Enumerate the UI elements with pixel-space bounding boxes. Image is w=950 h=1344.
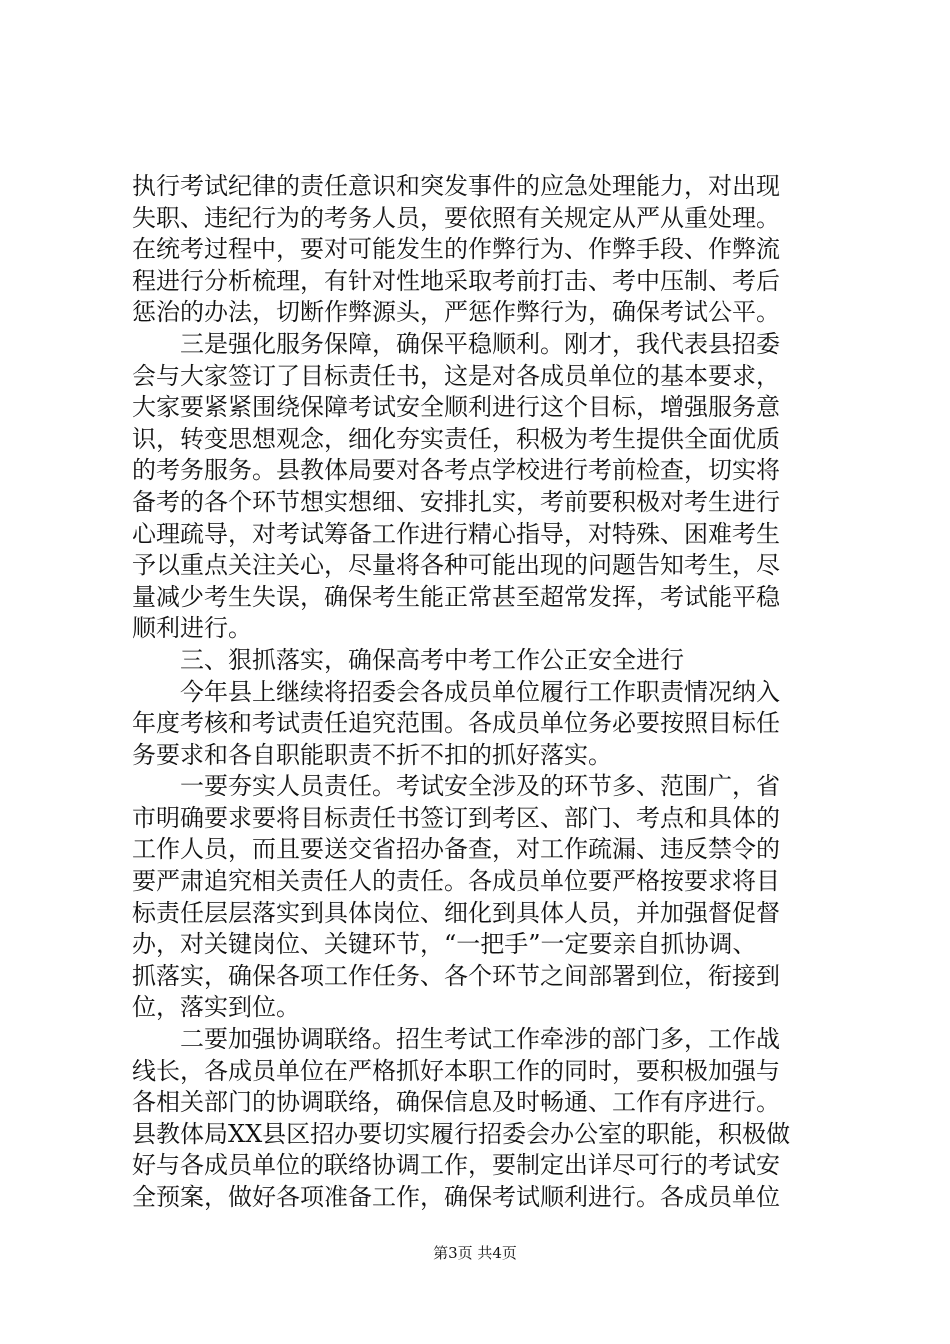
text-line: 大家要紧紧围绕保障考试安全顺利进行这个目标，增强服务意 bbox=[132, 393, 780, 422]
page-footer: 第3页 共4页 bbox=[433, 1244, 517, 1262]
text-line: 三是强化服务保障，确保平稳顺利。刚才，我代表县招委 bbox=[132, 329, 780, 358]
text-line: 今年县上继续将招委会各成员单位履行工作职责情况纳入 bbox=[132, 677, 780, 706]
text-line: 程进行分析梳理，有针对性地采取考前打击、考中压制、考后 bbox=[132, 266, 780, 295]
section-heading: 三、狠抓落实，确保高考中考工作公正安全进行 bbox=[132, 645, 684, 674]
text-line: 予以重点关注关心，尽量将各种可能出现的问题告知考生，尽 bbox=[132, 551, 780, 580]
text-line: 好与各成员单位的联络协调工作，要制定出详尽可行的考试安 bbox=[132, 1151, 780, 1180]
text-line: 会与大家签订了目标责任书，这是对各成员单位的基本要求， bbox=[132, 361, 780, 390]
text-line: 年度考核和考试责任追究范围。各成员单位务必要按照目标任 bbox=[132, 709, 780, 738]
text-line: 工作人员，而且要送交省招办备查，对工作疏漏、违反禁令的 bbox=[132, 835, 780, 864]
text-line: 顺利进行。 bbox=[132, 614, 252, 643]
text-line: 位，落实到位。 bbox=[132, 993, 300, 1022]
text-line: 线长，各成员单位在严格抓好本职工作的同时，要积极加强与 bbox=[132, 1056, 780, 1085]
text-line: 标责任层层落实到具体岗位、细化到具体人员，并加强督促督 bbox=[132, 898, 780, 927]
text-line: 识，转变思想观念，细化夯实责任，积极为考生提供全面优质 bbox=[132, 424, 780, 453]
text-line: 心理疏导，对考试筹备工作进行精心指导，对特殊、困难考生 bbox=[132, 519, 780, 548]
text-line: 务要求和各自职能职责不折不扣的抓好落实。 bbox=[132, 740, 612, 769]
text-line: 各相关部门的协调联络，确保信息及时畅通、工作有序进行。 bbox=[132, 1088, 780, 1117]
text-line: 一要夯实人员责任。考试安全涉及的环节多、范围广，省 bbox=[132, 772, 780, 801]
text-line: 抓落实，确保各项工作任务、各个环节之间部署到位，衔接到 bbox=[132, 961, 780, 990]
text-line: 失职、违纪行为的考务人员，要依照有关规定从严从重处理。 bbox=[132, 203, 780, 232]
text-line: 量减少考生失误，确保考生能正常甚至超常发挥，考试能平稳 bbox=[132, 582, 780, 611]
text-line: 市明确要求要将目标责任书签订到考区、部门、考点和具体的 bbox=[132, 803, 780, 832]
text-line: 要严肃追究相关责任人的责任。各成员单位要严格按要求将目 bbox=[132, 867, 780, 896]
document-body bbox=[132, 171, 832, 1214]
text-line: 的考务服务。县教体局要对各考点学校进行考前检查，切实将 bbox=[132, 456, 780, 485]
text-line: 县教体局XX县区招办要切实履行招委会办公室的职能，积极做 bbox=[132, 1119, 791, 1148]
text-line: 办，对关键岗位、关键环节，“一把手”一定要亲自抓协调、 bbox=[132, 930, 757, 959]
text-line: 在统考过程中，要对可能发生的作弊行为、作弊手段、作弊流 bbox=[132, 235, 780, 264]
text-line: 惩治的办法，切断作弊源头，严惩作弊行为，确保考试公平。 bbox=[132, 298, 780, 327]
text-line: 二要加强协调联络。招生考试工作牵涉的部门多，工作战 bbox=[132, 1025, 780, 1054]
text-line: 执行考试纪律的责任意识和突发事件的应急处理能力，对出现 bbox=[132, 172, 780, 200]
text-line: 备考的各个环节想实想细、安排扎实，考前要积极对考生进行 bbox=[132, 487, 780, 516]
text-line: 全预案，做好各项准备工作，确保考试顺利进行。各成员单位 bbox=[132, 1183, 780, 1211]
